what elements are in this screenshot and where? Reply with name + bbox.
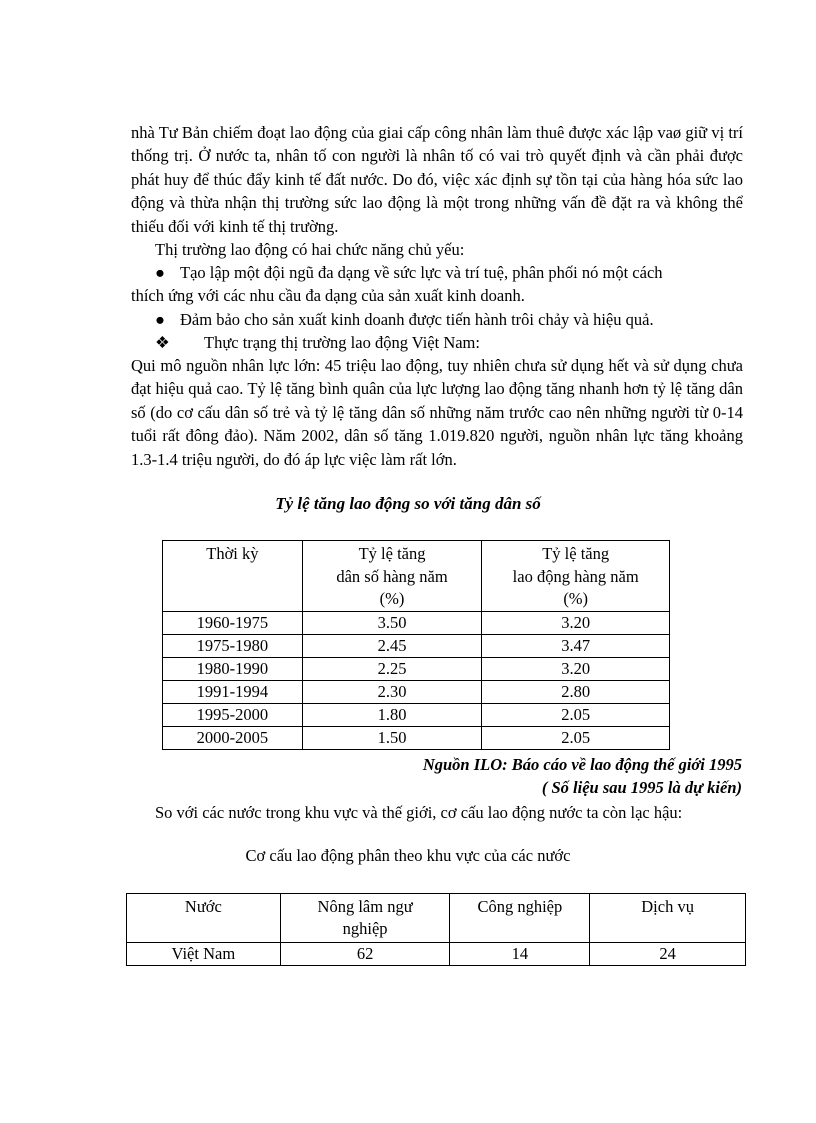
diamond-icon: ❖ — [155, 333, 170, 352]
bullet-text: Đảm bảo cho sản xuất kinh doanh được tiến hành trôi chảy và hiệu quả. — [180, 310, 654, 329]
table-cell: 24 — [590, 943, 746, 966]
labor-structure-table — [126, 893, 746, 966]
table-row — [163, 681, 670, 704]
table-cell: 1975-1980 — [163, 635, 303, 658]
table-cell: 3.50 — [302, 612, 482, 635]
table-cell: 3.47 — [482, 635, 670, 658]
table-cell: 1991-1994 — [163, 681, 303, 704]
table-row — [163, 612, 670, 635]
table-row — [163, 658, 670, 681]
table-cell: 2.30 — [302, 681, 482, 704]
table-cell: 1980-1990 — [163, 658, 303, 681]
table-row — [127, 943, 746, 966]
table-header-row — [127, 894, 746, 943]
table-cell: 3.20 — [482, 612, 670, 635]
table1-source: Nguồn ILO: Báo cáo về lao động thế giới 1995 — [422, 755, 742, 774]
column-header-population-rate: Tỷ lệ tăng dân số hàng năm (%) — [302, 541, 482, 612]
column-header-country: Nước — [127, 894, 281, 943]
functions-heading: Thị trường lao động có hai chức năng chủ yếu: — [155, 240, 465, 259]
table-cell: 1.50 — [302, 727, 482, 750]
table-cell: 2.45 — [302, 635, 482, 658]
table-cell: 2.25 — [302, 658, 482, 681]
table-cell: 2.05 — [482, 727, 670, 750]
table-cell: Việt Nam — [127, 943, 281, 966]
column-header-period: Thời kỳ — [163, 541, 303, 612]
table-cell: 62 — [280, 943, 450, 966]
table-cell: 1995-2000 — [163, 704, 303, 727]
growth-rate-table — [162, 540, 670, 750]
table-row — [163, 635, 670, 658]
table-cell: 1960-1975 — [163, 612, 303, 635]
table-row — [163, 727, 670, 750]
bullet-icon: ● — [155, 263, 165, 282]
column-header-industry: Công nghiệp — [450, 894, 590, 943]
table-cell: 3.20 — [482, 658, 670, 681]
table1-source-note: ( Số liệu sau 1995 là dự kiến) — [541, 778, 742, 797]
scale-paragraph: Qui mô nguồn nhân lực lớn: 45 triệu lao động, tuy nhiên chưa sử dụng hết và sử dụng chưa đạt hiệu quả cao. Tỷ lệ tăng bình quân của lực lượng lao động tăng nhanh hơn tỷ lệ tăng dân số (do cơ cấu dân số trẻ và tỷ lệ tăng dân số những năm trước cao nên những người từ 0-14 tuổi rất đông đảo). Năm 2002, dân số tăng 1.019.820 người, nguồn nhân lực tăng khoảng 1.3-1.4 triệu người, do đó áp lực việc làm rất lớn. — [131, 356, 743, 469]
bullet-text-continued: thích ứng với các nhu cầu đa dạng của sản xuất kinh doanh. — [131, 286, 525, 306]
column-header-agriculture: Nông lâm ngư nghiệp — [280, 894, 450, 943]
table-cell: 2.05 — [482, 704, 670, 727]
section-heading: Thực trạng thị trường lao động Việt Nam: — [204, 333, 480, 352]
bullet-item — [131, 308, 743, 331]
column-header-services: Dịch vụ — [590, 894, 746, 943]
bullet-item — [131, 261, 743, 308]
table2-caption: Cơ cấu lao động phân theo khu vực của các nước — [245, 846, 571, 865]
table-cell: 14 — [450, 943, 590, 966]
bullet-text: Tạo lập một đội ngũ đa dạng về sức lực và trí tuệ, phân phối nó một cách — [180, 263, 663, 282]
table-header-row — [163, 541, 670, 612]
column-header-labor-rate: Tỷ lệ tăng lao động hàng năm (%) — [482, 541, 670, 612]
table-cell: 1.80 — [302, 704, 482, 727]
table-cell: 2.80 — [482, 681, 670, 704]
table-row — [163, 704, 670, 727]
table-cell: 2000-2005 — [163, 727, 303, 750]
table1-caption: Tỷ lệ tăng lao động so với tăng dân số — [275, 494, 541, 513]
intro-paragraph: nhà Tư Bản chiếm đoạt lao động của giai cấp công nhân làm thuê được xác lập vaø giữ vị trí thống trị. Ở nước ta, nhân tố con người là nhân tố có vai trò quyết định và cần phải được phát huy để thúc đẩy kinh tế đất nước. Do đó, việc xác định sự tồn tại của hàng hóa sức lao động và thừa nhận thị trường sức lao động là một trong những vấn đề đặt ra và không thể thiếu đối với kinh tế thị trường. — [131, 123, 743, 236]
bullet-icon: ● — [155, 310, 165, 329]
compare-paragraph: So với các nước trong khu vực và thế giới, cơ cấu lao động nước ta còn lạc hậu: — [155, 803, 683, 822]
